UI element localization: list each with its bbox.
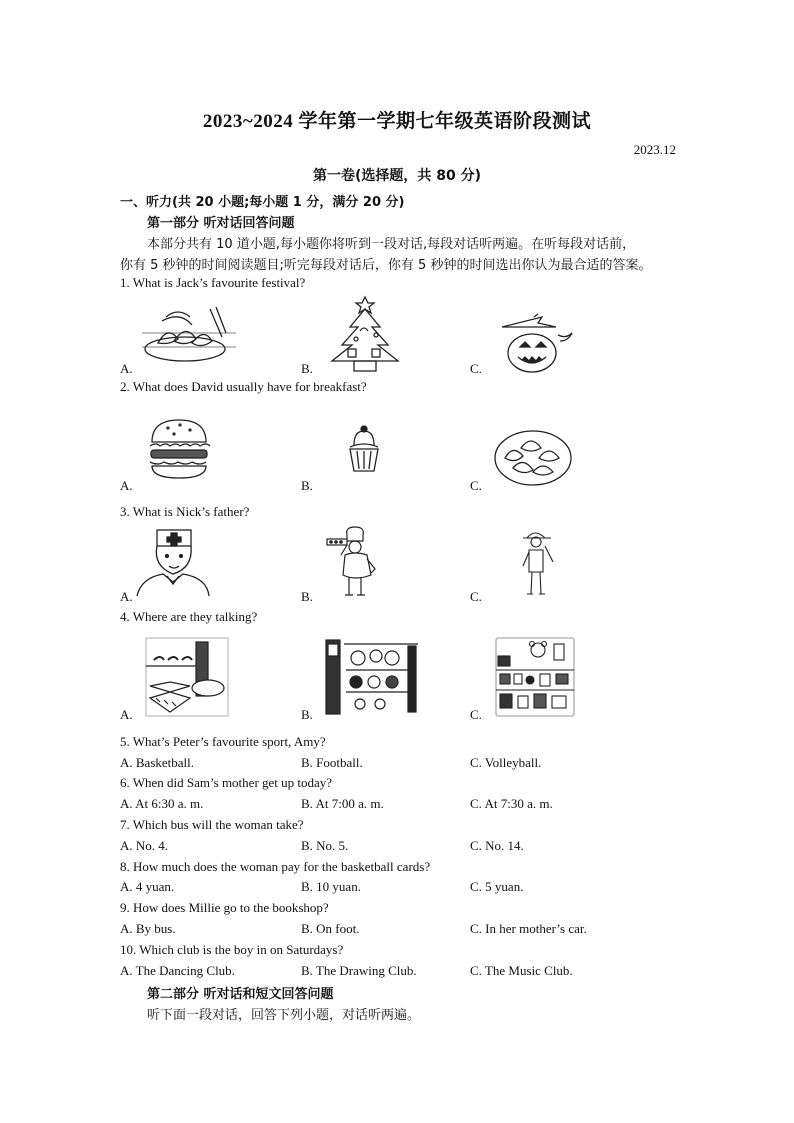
option-c: C. The Music Club. [470,963,573,978]
option-label-c: C. [470,478,482,493]
toy-shop-icon [494,636,576,718]
section-heading: 一、听力(共 20 小题;每小题 1 分，满分 20 分) [120,195,405,210]
option-a: A. 4 yuan. [120,879,175,894]
option-label-b: B. [301,589,313,604]
question-5: 5. What’s Peter’s favourite sport, Amy? [120,734,326,749]
option-a: A. The Dancing Club. [120,963,235,978]
option-a: A. At 6:30 a. m. [120,796,204,811]
option-b: B. On foot. [301,921,360,936]
option-c: C. Volleyball. [470,755,542,770]
option-b: B. At 7:00 a. m. [301,796,384,811]
option-a: A. By bus. [120,921,176,936]
option-a: A. Basketball. [120,755,195,770]
option-c: C. No. 14. [470,838,524,853]
option-label-b: B. [301,361,313,376]
question-7: 7. Which bus will the woman take? [120,817,304,832]
part2-title: 第二部分 听对话和短文回答问题 [147,987,334,1002]
option-b: B. 10 yuan. [301,879,361,894]
christmas-tree-icon [320,293,410,373]
part1-instructions-line2: 你有 5 秒钟的时间阅读题目;听完每段对话后，你有 5 秒钟的时间选出你认为最合适的答案。 [120,258,652,273]
jack-o-lantern-icon [496,313,578,375]
question-4: 4. Where are they talking? [120,609,258,624]
option-label-a: A. [120,478,133,493]
option-label-b: B. [301,707,313,722]
question-6: 6. When did Sam’s mother get up today? [120,775,333,790]
sports-shop-icon [324,636,420,716]
option-label-c: C. [470,589,482,604]
question-3: 3. What is Nick’s father? [120,504,250,519]
option-b: B. Football. [301,755,363,770]
cupcake-icon [344,423,384,473]
question-9: 9. How does Millie go to the bookshop? [120,900,329,915]
dumplings-dish-icon [493,428,573,488]
doctor-icon [133,528,213,598]
option-label-b: B. [301,478,313,493]
exam-date: 2023.12 [633,142,676,157]
part2-instructions: 听下面一段对话，回答下列小题，对话听两遍。 [147,1008,421,1023]
chef-icon [325,525,381,600]
part1-instructions-line1: 本部分共有 10 道小题,每小题你将听到一段对话,每段对话听两遍。在听每段对话前， [147,237,636,252]
hamburger-icon [146,416,212,482]
option-c: C. In her mother’s car. [470,921,587,936]
question-2: 2. What does David usually have for breakfast? [120,379,367,394]
question-1: 1. What is Jack’s favourite festival? [120,275,306,290]
option-label-a: A. [120,707,133,722]
option-c: C. 5 yuan. [470,879,524,894]
option-a: A. No. 4. [120,838,169,853]
option-label-c: C. [470,707,482,722]
part1-title: 第一部分 听对话回答问题 [147,216,295,231]
volume-heading: 第一卷(选择题，共 80 分) [312,168,482,184]
option-c: C. At 7:30 a. m. [470,796,553,811]
option-label-a: A. [120,361,133,376]
worker-icon [519,528,555,600]
question-10: 10. Which club is the boy in on Saturdays? [120,942,344,957]
page-title: 2023~2024 学年第一学期七年级英语阶段测试 [202,111,592,132]
option-b: B. The Drawing Club. [301,963,417,978]
option-label-c: C. [470,361,482,376]
option-label-a: A. [120,589,133,604]
question-8: 8. How much does the woman pay for the basketball cards? [120,859,431,874]
dumplings-plate-icon [140,303,238,365]
option-b: B. No. 5. [301,838,349,853]
shoe-shop-icon [144,636,230,718]
